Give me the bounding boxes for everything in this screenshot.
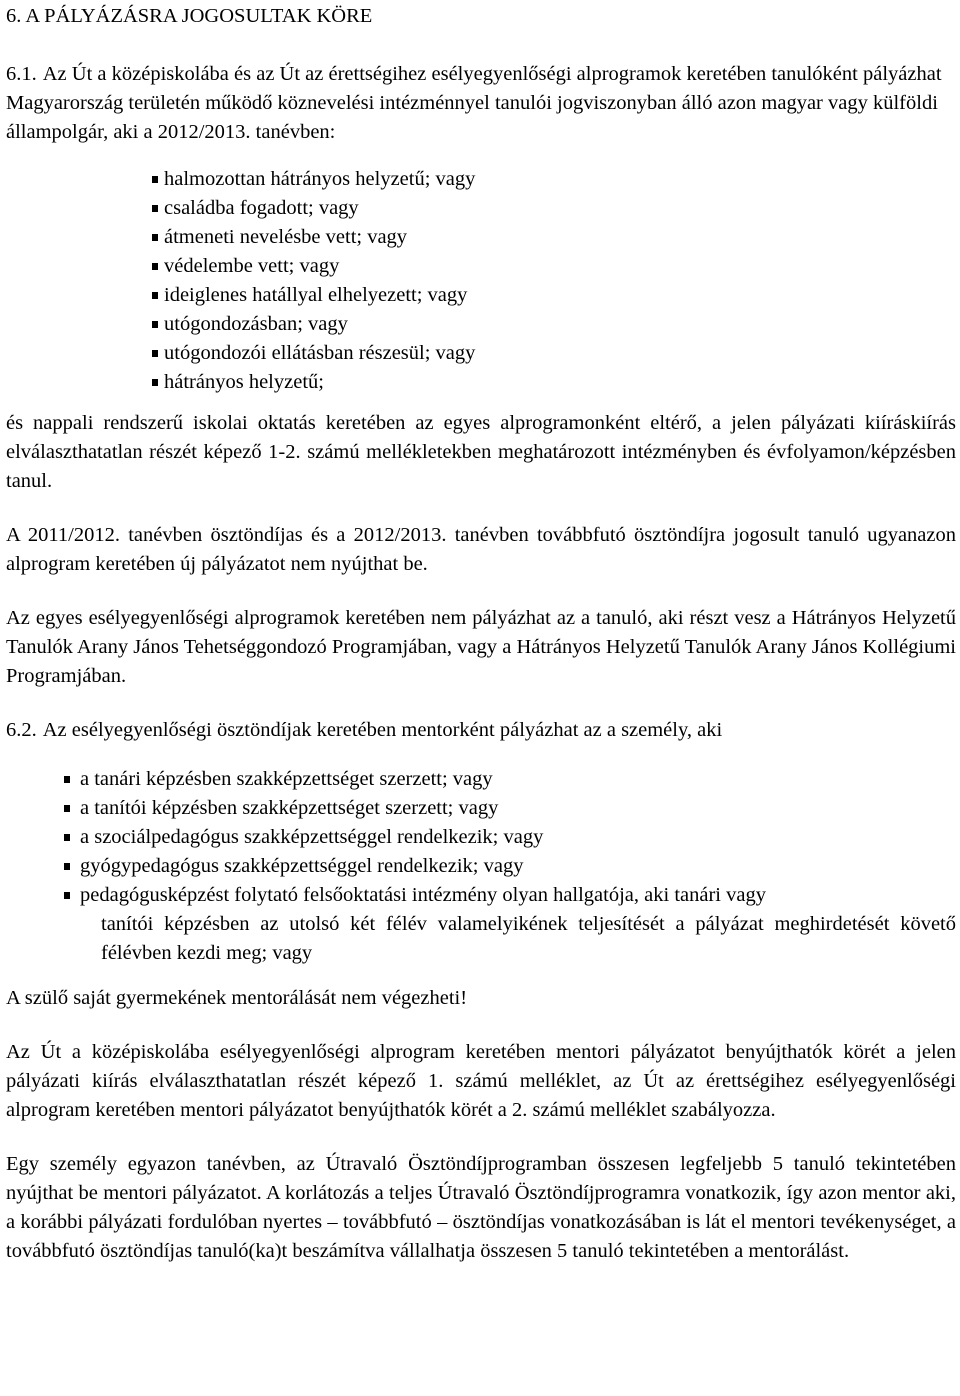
list-item-continuation: tanítói képzésben az utolsó két félév valamelyikének teljesítését a pályázat meghirdetését követő félévben kezdi meg; vagy bbox=[101, 913, 956, 964]
section-6-2-intro bbox=[6, 716, 956, 745]
list-item: a szociálpedagógus szakképzettséggel rendelkezik; vagy bbox=[74, 823, 956, 852]
list-item: családba fogadott; vagy bbox=[148, 194, 956, 223]
list-item: átmeneti nevelésbe vett; vagy bbox=[148, 223, 956, 252]
section-heading: 6. A PÁLYÁZÁSRA JOGOSULTAK KÖRE bbox=[6, 5, 373, 27]
list-item: hátrányos helyzetű; bbox=[148, 368, 956, 397]
list-item: a tanári képzésben szakképzettséget szerzett; vagy bbox=[74, 765, 956, 794]
mentor-limit-paragraph: Egy személy egyazon tanévben, az Útravaló Ösztöndíjprogramban összesen legfeljebb 5 tanuló tekintetében nyújthat be mentori pályázatot. A korlátozás a teljes Útravaló Ösztöndíjprogramra vonatkozik, így azon mentor aki, a korábbi pályázati fordulóban nyertes – továbbfutó – ösztöndíjas vonatkozásában is lát el mentori tevékenységet, a továbbfutó ösztöndíjas tanuló(ka)t beszámítva vállalhatja összesen 5 tanuló tekintetében a mentorálást. bbox=[6, 1153, 956, 1262]
parent-restriction-paragraph: A szülő saját gyermekének mentorálását nem végezheti! bbox=[6, 987, 468, 1009]
section-6-1-intro bbox=[6, 60, 956, 147]
student-eligibility-list bbox=[148, 165, 956, 397]
section-6-1-intro-text: Az Út a középiskolába és az Út az érettségihez esélyegyenlőségi alprogramok keretében tanulóként pályázhat Magyarország területén működő köznevelési intézménnyel tanulói jogviszonyban álló azon magyar vagy külföldi állampolgár, aki a 2012/2013. tanévben: bbox=[6, 63, 942, 143]
list-item: utógondozásban; vagy bbox=[148, 310, 956, 339]
mentor-applicants-paragraph: Az Út a középiskolába esélyegyenlőségi alprogram keretében mentori pályázatot benyújthatók körét a jelen pályázati kiírás elválaszthatatlan részét képező 1. számú melléklet, az Út az érettségihez esélyegyenlőségi alprogram keretében mentori pályázatot benyújthatók körét a 2. számú melléklet szabályozza. bbox=[6, 1041, 956, 1121]
list-item-first-line: pedagógusképzést folytató felsőoktatási intézmény olyan hallgatója, aki tanári vagy bbox=[80, 884, 766, 906]
list-item bbox=[74, 881, 956, 968]
list-item: gyógypedagógus szakképzettséggel rendelkezik; vagy bbox=[74, 852, 956, 881]
list-item: a tanítói képzésben szakképzettséget szerzett; vagy bbox=[74, 794, 956, 823]
list-item: védelembe vett; vagy bbox=[148, 252, 956, 281]
document-page bbox=[6, 0, 956, 1266]
list-item: halmozottan hátrányos helyzetű; vagy bbox=[148, 165, 956, 194]
mentor-eligibility-list bbox=[74, 765, 956, 968]
section-6-2-intro-text: Az esélyegyenlőségi ösztöndíjak keretében mentorként pályázhat az a személy, aki bbox=[42, 719, 723, 741]
arany-janos-paragraph: Az egyes esélyegyenlőségi alprogramok keretében nem pályázhat az a tanuló, aki részt vesz a Hátrányos Helyzetű Tanulók Arany János Tehetséggondozó Programjában, vagy a Hátrányos Helyzetű Tanulók Arany János Kollégiumi Programjában. bbox=[6, 607, 956, 687]
list-item: utógondozói ellátásban részesül; vagy bbox=[148, 339, 956, 368]
section-6-1-number: 6.1. bbox=[6, 63, 37, 85]
list-item: ideiglenes hatállyal elhelyezett; vagy bbox=[148, 281, 956, 310]
section-6-2-number: 6.2. bbox=[6, 719, 37, 741]
after-list-paragraph: és nappali rendszerű iskolai oktatás keretében az egyes alprogramonként eltérő, a jelen pályázati kiíráskiírás elválaszthatatlan részét képező 1-2. számú mellékletekben meghatározott intézményben és évfolyamon/képzésben tanul. bbox=[6, 412, 956, 492]
continuing-scholarship-paragraph: A 2011/2012. tanévben ösztöndíjas és a 2012/2013. tanévben továbbfutó ösztöndíjra jogosult tanuló ugyanazon alprogram keretében új pályázatot nem nyújthat be. bbox=[6, 524, 956, 575]
